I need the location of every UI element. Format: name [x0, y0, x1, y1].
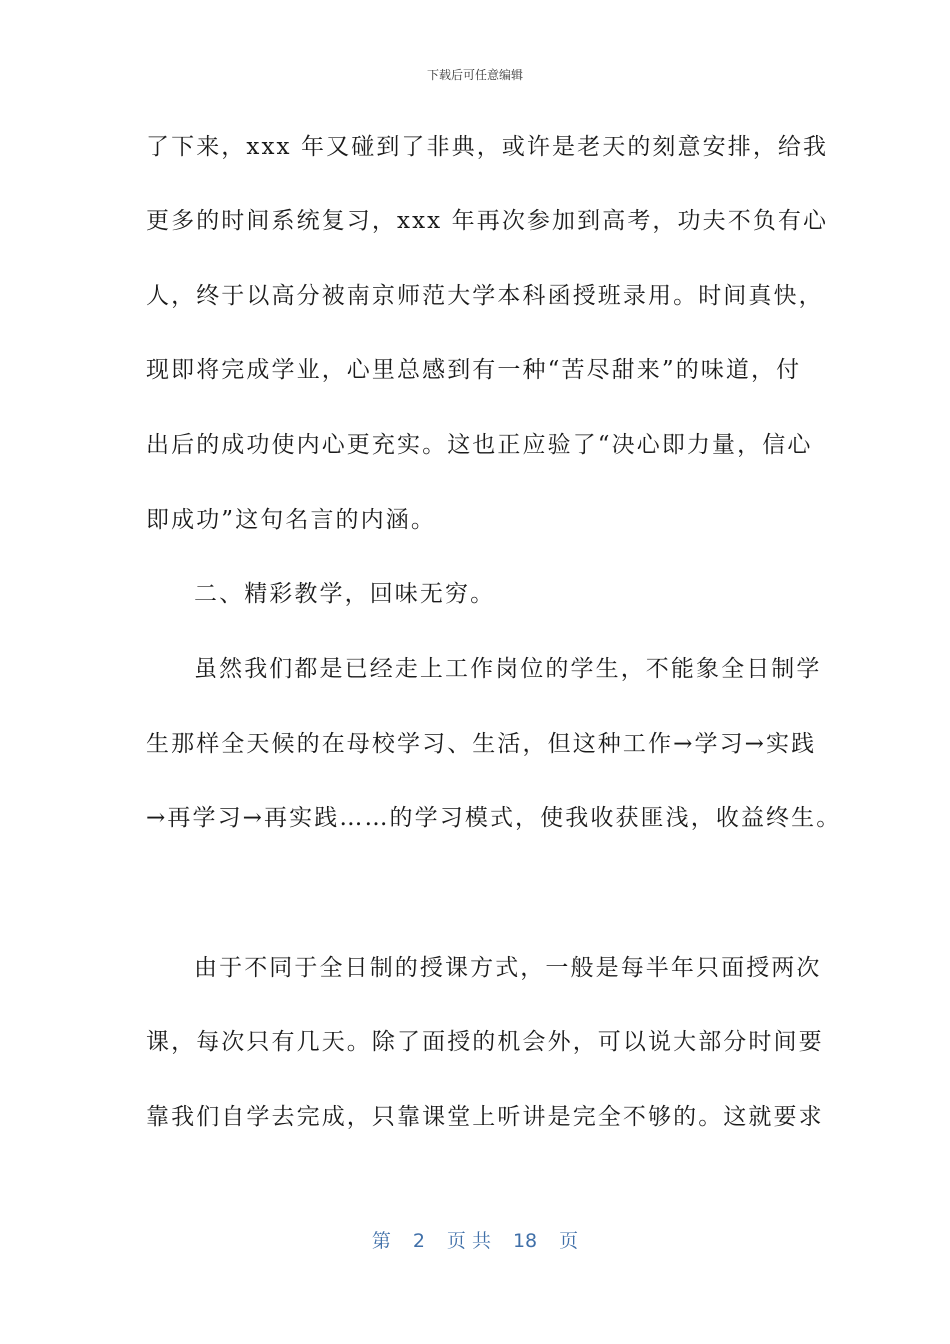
body-line: 了下来，xxx 年又碰到了非典，或许是老天的刻意安排，给我	[146, 134, 829, 160]
paragraph-first-line: 虽然我们都是已经走上工作岗位的学生，不能象全日制学	[194, 656, 822, 682]
body-line: 靠我们自学去完成，只靠课堂上听讲是完全不够的。这就要求	[146, 1104, 824, 1130]
current-page-number: 2	[412, 1230, 425, 1252]
page-header: 下载后可任意编辑	[426, 68, 523, 82]
footer-suffix: 页	[559, 1230, 579, 1252]
paragraph-first-line: 由于不同于全日制的授课方式，一般是每半年只面授两次	[194, 955, 822, 981]
body-line: 生那样全天候的在母校学习、生活，但这种工作→学习→实践	[146, 731, 817, 757]
body-line: 人，终于以高分被南京师范大学本科函授班录用。时间真快，	[146, 283, 824, 309]
page-footer	[0, 1226, 950, 1253]
section-heading: 二、精彩教学，回味无穷。	[194, 581, 496, 607]
body-line: 即成功”这句名言的内涵。	[146, 507, 436, 533]
body-line: 出后的成功使内心更充实。这也正应验了“决心即力量，信心	[146, 432, 813, 458]
body-line: →再学习→再实践……的学习模式，使我收获匪浅，收益终生。	[146, 805, 842, 831]
footer-middle: 页 共	[446, 1230, 491, 1252]
body-line: 更多的时间系统复习，xxx 年再次参加到高考，功夫不负有心	[146, 208, 829, 234]
body-line: 现即将完成学业，心里总感到有一种“苦尽甜来”的味道，付	[146, 357, 802, 383]
footer-prefix: 第	[371, 1230, 391, 1252]
total-pages: 18	[512, 1230, 538, 1252]
body-line: 课，每次只有几天。除了面授的机会外，可以说大部分时间要	[146, 1029, 824, 1055]
